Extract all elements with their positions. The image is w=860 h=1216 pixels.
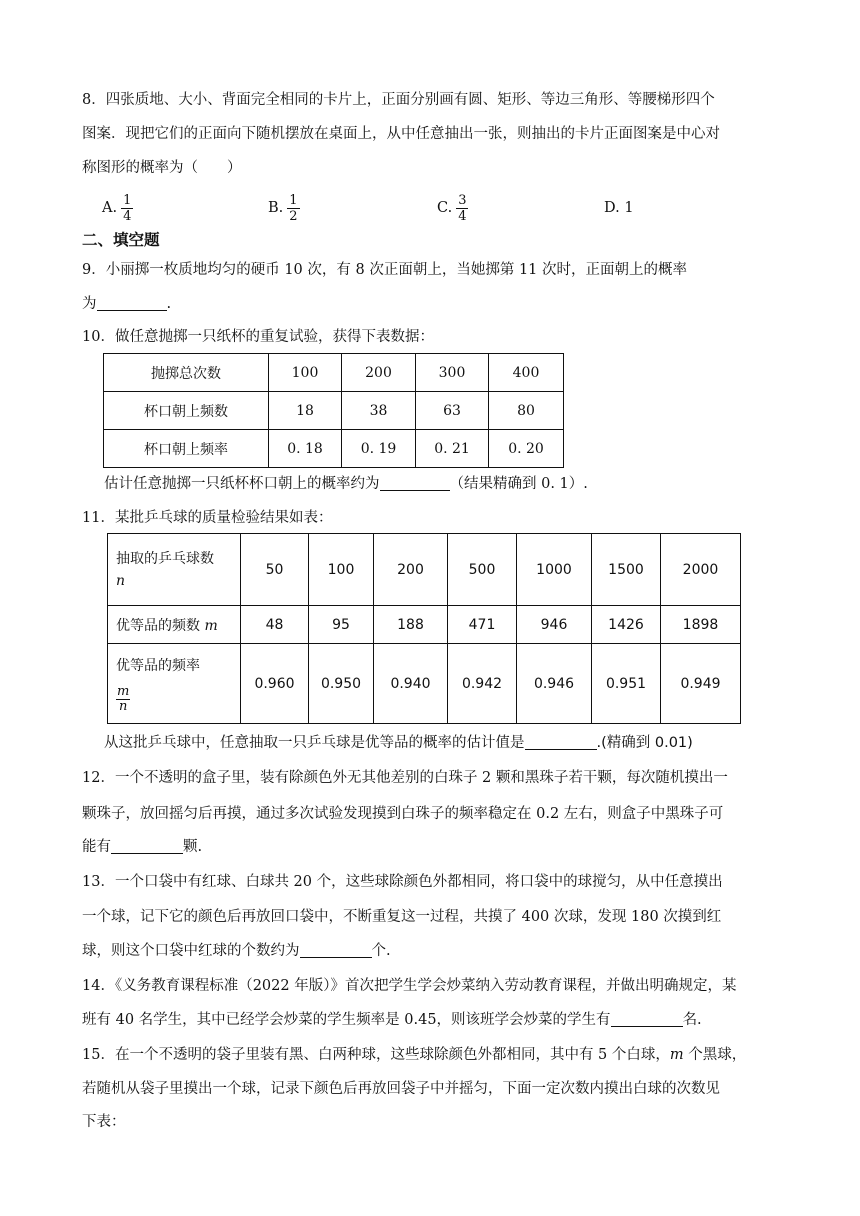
table-row	[104, 392, 564, 430]
q12-text-end: 颗.	[183, 839, 203, 855]
q12-line-2: 颗珠子，放回摇匀后再摸，通过多次试验发现摸到白珠子的频率稳定在 0.2 左右，则盒子中黑珠子可	[82, 806, 724, 822]
table-cell: 0. 19	[342, 430, 416, 468]
q14-text: 班有 40 名学生，其中已经学会炒菜的学生频率是 0.45，则该班学会炒菜的学生有	[82, 1012, 611, 1028]
q8-line-1: 8．四张质地、大小、背面完全相同的卡片上，正面分别画有圆、矩形、等边三角形、等腰梯形四个	[82, 92, 715, 108]
numerator: 3	[458, 192, 467, 208]
table-cell: 2000	[661, 534, 741, 606]
table-row	[108, 534, 741, 606]
table-cell: 0.946	[517, 644, 592, 724]
table-row	[104, 430, 564, 468]
q13-line-3	[82, 941, 784, 961]
answer-blank[interactable]	[97, 294, 167, 311]
table-header-cell: 杯口朝上频率	[104, 430, 269, 468]
option-value: 1	[624, 200, 634, 216]
q12-line-1: 12．一个不透明的盒子里，装有除颜色外无其他差别的白珠子 2 颗和黑珠子若干颗，每次随机摸出一	[82, 770, 728, 786]
option-letter: C.	[437, 200, 453, 216]
numerator: m	[117, 683, 130, 699]
q12-text: 能有	[82, 839, 111, 855]
row-variable: n	[116, 572, 126, 589]
table-header-cell: 杯口朝上频数	[104, 392, 269, 430]
q11-text-end: .(精确到 0.01)	[596, 735, 693, 751]
q10-table	[103, 353, 564, 468]
q9-text: 为	[82, 296, 97, 312]
table-cell: 188	[374, 606, 448, 644]
variable: m	[669, 1047, 684, 1063]
answer-blank[interactable]	[611, 1010, 683, 1027]
table-header-cell	[108, 534, 241, 606]
q10-after	[104, 474, 784, 494]
table-cell: 0. 21	[416, 430, 489, 468]
q15-line-3: 下表：	[82, 1114, 126, 1130]
row-fraction	[116, 683, 240, 713]
table-cell: 18	[269, 392, 342, 430]
table-cell: 0. 18	[269, 430, 342, 468]
table-cell: 200	[342, 354, 416, 392]
table-cell: 0.950	[309, 644, 374, 724]
answer-blank[interactable]	[525, 733, 597, 750]
q9-line-2	[82, 294, 784, 314]
row-label: 优等品的频数	[116, 617, 200, 634]
q8-line-3: 称图形的概率为（ ）	[82, 160, 242, 176]
table-cell: 1500	[592, 534, 661, 606]
q8-options	[82, 192, 784, 224]
q15-line-1	[82, 1045, 784, 1065]
table-cell: 0.949	[661, 644, 741, 724]
q11-intro: 11．某批乒乓球的质量检验结果如表：	[82, 510, 333, 526]
table-cell: 95	[309, 606, 374, 644]
answer-blank[interactable]	[111, 837, 183, 854]
q13-line-1: 13．一个口袋中有红球、白球共 20 个，这些球除颜色外都相同，将口袋中的球搅匀，从中任意摸出	[82, 874, 723, 890]
q15-line-2: 若随机从袋子里摸出一个球，记录下颜色后再放回袋子中并摇匀，下面一定次数内摸出白球的次数见	[82, 1081, 720, 1097]
q14-text-end: 名.	[682, 1012, 702, 1028]
table-header-cell: 抛掷总次数	[104, 354, 269, 392]
q13-line-2: 一个球，记下它的颜色后再放回口袋中，不断重复这一过程，共摸了 400 次球，发现 180 次摸到红	[82, 909, 722, 925]
option-letter: D.	[604, 200, 620, 216]
table-cell: 1000	[517, 534, 592, 606]
table-cell: 0. 20	[489, 430, 564, 468]
table-header-cell	[108, 644, 241, 724]
table-row	[108, 644, 741, 724]
table-cell: 200	[374, 534, 448, 606]
q12-line-3	[82, 837, 784, 857]
q13-text-end: 个.	[371, 943, 391, 959]
table-cell: 63	[416, 392, 489, 430]
row-variable: m	[204, 617, 218, 634]
q8-option-c[interactable]	[437, 192, 468, 224]
numerator: 1	[123, 192, 132, 208]
table-cell: 0.960	[241, 644, 309, 724]
table-cell: 48	[241, 606, 309, 644]
denominator: 4	[123, 208, 132, 224]
q13-text: 球，则这个口袋中红球的个数约为	[82, 943, 300, 959]
q15-text: 15．在一个不透明的袋子里装有黑、白两种球，这些球除颜色外都相同，其中有 5 个白球，	[82, 1047, 670, 1063]
table-cell: 471	[448, 606, 517, 644]
denominator: n	[118, 698, 128, 714]
q8-option-b[interactable]	[268, 192, 300, 224]
q14-line-2	[82, 1010, 784, 1030]
table-header-cell	[108, 606, 241, 644]
answer-blank[interactable]	[380, 474, 450, 491]
table-cell: 300	[416, 354, 489, 392]
q11-table	[107, 533, 741, 724]
numerator: 1	[289, 192, 298, 208]
q8-option-d[interactable]	[604, 192, 634, 224]
q9-line-1: 9．小丽掷一枚质地均匀的硬币 10 次，有 8 次正面朝上，当她掷第 11 次时，正面朝上的概率	[82, 262, 688, 278]
q9-text-end: .	[166, 296, 172, 312]
answer-blank[interactable]	[300, 941, 372, 958]
table-cell: 38	[342, 392, 416, 430]
table-cell: 0.951	[592, 644, 661, 724]
table-cell: 80	[489, 392, 564, 430]
fraction	[287, 194, 299, 223]
table-cell: 400	[489, 354, 564, 392]
denominator: 4	[458, 208, 467, 224]
table-row	[104, 354, 564, 392]
q10-text: 估计任意抛掷一只纸杯杯口朝上的概率约为	[104, 476, 380, 492]
q14-line-1: 14．《义务教育课程标准（2022 年版）》首次把学生学会炒菜纳入劳动教育课程，并做出明确规定，某	[82, 978, 737, 994]
q8-option-a[interactable]	[102, 192, 133, 224]
option-letter: B.	[268, 200, 284, 216]
fraction	[121, 194, 133, 223]
table-cell: 946	[517, 606, 592, 644]
table-cell: 0.942	[448, 644, 517, 724]
table-row	[108, 606, 741, 644]
table-cell: 100	[269, 354, 342, 392]
table-cell: 100	[309, 534, 374, 606]
q10-intro: 10．做任意抛掷一只纸杯的重复试验，获得下表数据：	[82, 329, 434, 345]
section-title: 二、填空题	[82, 231, 160, 249]
table-cell: 500	[448, 534, 517, 606]
q11-text: 从这批乒乓球中，任意抽取一只乒乓球是优等品的概率的估计值是	[104, 735, 525, 751]
option-letter: A.	[102, 200, 118, 216]
q15-text-end: 个黑球，	[683, 1047, 747, 1063]
table-cell: 0.940	[374, 644, 448, 724]
denominator: 2	[289, 208, 298, 224]
q11-after	[104, 733, 784, 753]
row-label: 优等品的频率	[116, 657, 200, 674]
row-label: 抽取的乒乓球数	[116, 550, 214, 567]
q8-line-2: 图案．现把它们的正面向下随机摆放在桌面上，从中任意抽出一张，则抽出的卡片正面图案是中心对	[82, 126, 720, 142]
table-cell: 50	[241, 534, 309, 606]
table-cell: 1898	[661, 606, 741, 644]
q10-text-end: （结果精确到 0. 1）.	[449, 476, 588, 492]
table-cell: 1426	[592, 606, 661, 644]
fraction	[456, 194, 468, 223]
